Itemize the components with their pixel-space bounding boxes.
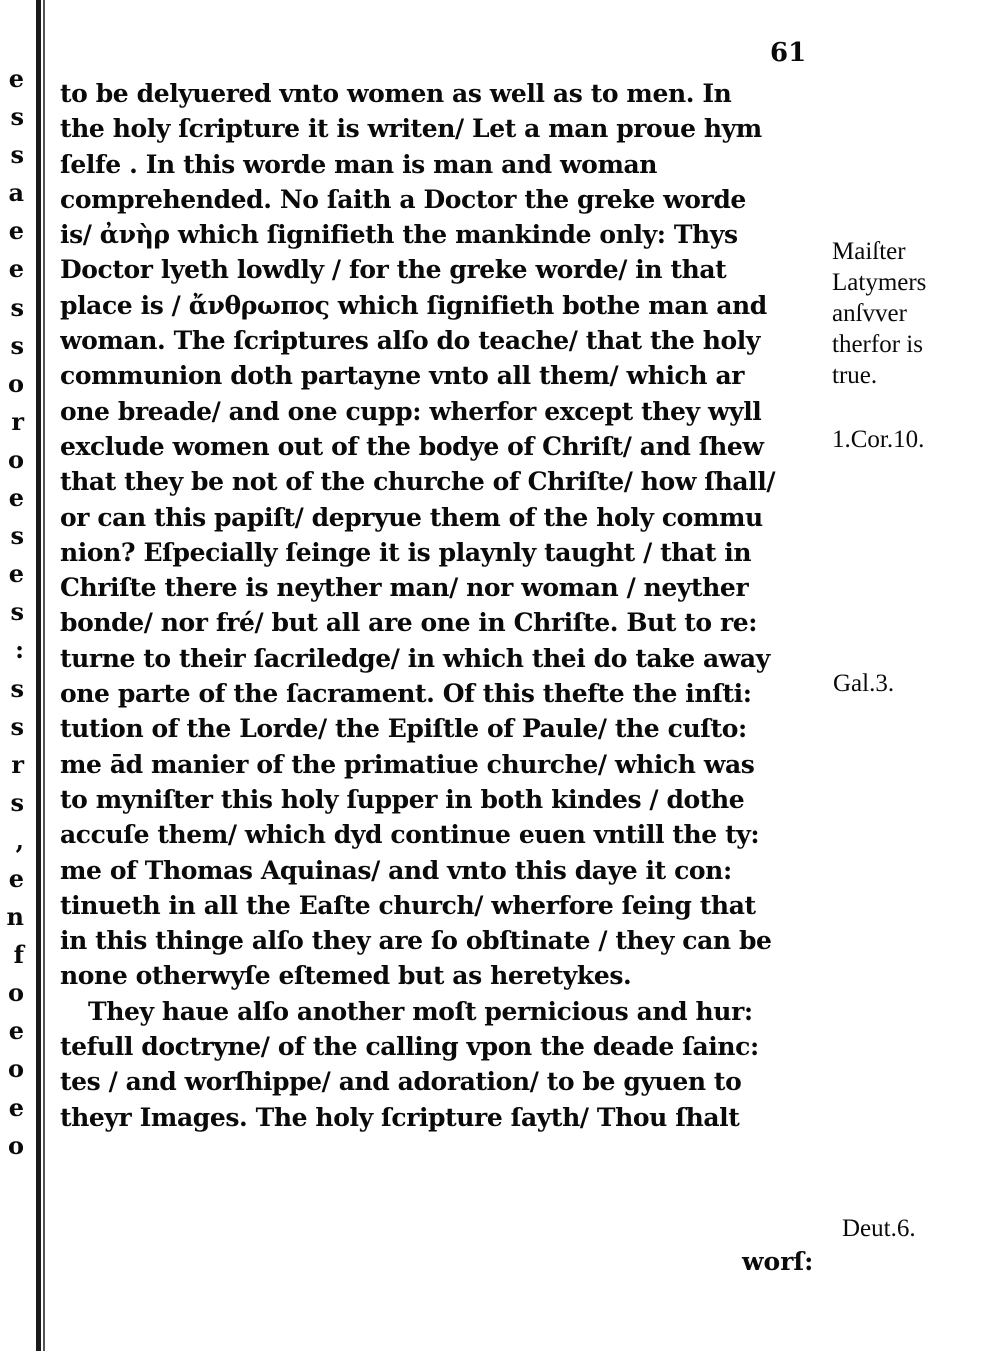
facing-page-fragment: a bbox=[8, 178, 24, 208]
text-line: tinueth in all the Eaſte church/ wherfore ſeing that bbox=[60, 890, 756, 920]
facing-page-fragment: s bbox=[10, 711, 24, 741]
text-line: communion doth partayne vnto all them/ which ar bbox=[60, 361, 745, 391]
text-line: nion? Eſpecially ſeinge it is playnly taught / that in bbox=[60, 537, 752, 567]
gutter-rule bbox=[36, 0, 41, 1351]
facing-page-fragment: o bbox=[7, 978, 24, 1008]
marginal-gloss-cor: 1.Cor.10. bbox=[832, 426, 925, 453]
text-line: exclude women out of the bodye of Chriſt/ and ſhew bbox=[60, 431, 764, 461]
facing-page-fragment: e bbox=[8, 254, 24, 284]
text-line: ſelfe . In this worde man is man and woman bbox=[60, 149, 658, 179]
text-line: bonde/ nor fré/ but all are one in Chriſte. But to re: bbox=[60, 608, 758, 638]
text-line: me ād manier of the primatiue churche/ which was bbox=[60, 749, 755, 779]
facing-page-fragment: e bbox=[8, 216, 24, 246]
marginal-gloss-deut: Deut.6. bbox=[842, 1215, 916, 1242]
facing-page-fragment: : bbox=[15, 635, 24, 665]
facing-page-fragment: r bbox=[11, 749, 24, 779]
facing-page-fragment: e bbox=[8, 1016, 24, 1046]
facing-page-fragment: n bbox=[6, 902, 24, 932]
page-number: 61 bbox=[770, 38, 807, 68]
facing-page-fragment: e bbox=[8, 1092, 24, 1122]
catchword: worſ: bbox=[742, 1247, 814, 1276]
marginal-gloss-latymer bbox=[832, 236, 1000, 391]
text-line: tefull doctryne/ of the calling vpon the deade ſainc: bbox=[60, 1032, 759, 1062]
text-line: Chriſte there is neyther man/ nor woman / neyther bbox=[60, 573, 749, 603]
text-line: to myniſter this holy ſupper in both kindes / dothe bbox=[60, 784, 745, 814]
text-line: accuſe them/ which dyd continue euen vntill the ty: bbox=[60, 820, 760, 850]
text-line: that they be not of the churche of Chriſte/ how ſhall/ bbox=[60, 467, 776, 497]
facing-page-fragment: s bbox=[10, 292, 24, 322]
text-line: the holy ſcripture it is writen/ Let a man proue hym bbox=[60, 114, 762, 144]
text-line: in this thinge alſo they are ſo obſtinate / they can be bbox=[60, 926, 772, 956]
facing-page-fragment: s bbox=[10, 140, 24, 170]
facing-page-fragment: e bbox=[8, 559, 24, 589]
text-line: me of Thomas Aquinas/ and vnto this daye it con: bbox=[60, 855, 732, 885]
text-line: They haue alſo another moſt pernicious and hur: bbox=[88, 996, 753, 1026]
text-line: or can this papiſt/ depryue them of the holy commu bbox=[60, 502, 763, 532]
text-line: Doctor lyeth lowdly / for the greke worde/ in that bbox=[60, 255, 727, 285]
text-line: one breade/ and one cupp: wherfor except they wyll bbox=[60, 396, 762, 426]
gloss-line: Latymers bbox=[832, 269, 927, 296]
gloss-line: therfor is bbox=[832, 331, 923, 358]
facing-page-fragment: o bbox=[7, 444, 24, 474]
facing-page-fragment: s bbox=[10, 787, 24, 817]
text-line: theyr Images. The holy ſcripture ſayth/ Thou ſhalt bbox=[60, 1102, 740, 1132]
gloss-line: true. bbox=[832, 362, 878, 389]
facing-page-fragment: o bbox=[7, 368, 24, 398]
text-line: turne to their ſacriledge/ in which thei do take away bbox=[60, 643, 770, 673]
text-line: comprehended. No ſaith a Doctor the greke worde bbox=[60, 184, 746, 214]
text-line: one parte of the ſacrament. Of this thefte the inſti: bbox=[60, 679, 752, 709]
gutter-rule-inner bbox=[43, 0, 45, 1351]
facing-page-fragment: , bbox=[15, 825, 24, 855]
gloss-line: anſvver bbox=[832, 300, 907, 327]
facing-page-fragment: s bbox=[10, 330, 24, 360]
facing-page-fragment: f bbox=[13, 940, 24, 970]
text-line: tes / and worſhippe/ and adoration/ to be gyuen to bbox=[60, 1067, 742, 1097]
facing-page-fragment: s bbox=[10, 597, 24, 627]
text-line: to be delyuered vnto women as well as to men. In bbox=[60, 79, 732, 108]
facing-page-fragments bbox=[0, 60, 30, 1165]
facing-page-fragment: s bbox=[10, 521, 24, 551]
facing-page-fragment: o bbox=[7, 1130, 24, 1160]
gloss-line: Maiſter bbox=[832, 238, 906, 265]
facing-page-fragment: r bbox=[11, 406, 24, 436]
text-line: is/ ἀνὴρ which ſignifieth the mankinde only: Thys bbox=[60, 220, 738, 250]
text-line: woman. The ſcriptures alſo do teache/ that the holy bbox=[60, 326, 760, 356]
facing-page-fragment: e bbox=[8, 64, 24, 93]
facing-page-fragment: e bbox=[8, 863, 24, 893]
facing-page-fragment: s bbox=[10, 673, 24, 703]
text-line: none otherwyſe eſtemed but as heretykes. bbox=[60, 961, 632, 991]
facing-page-fragment: o bbox=[7, 1054, 24, 1084]
main-text-column bbox=[60, 76, 830, 1135]
facing-page-fragment: s bbox=[10, 102, 24, 132]
text-line: place is / ἄνθρωπος which ſignifieth bothe man and bbox=[60, 290, 767, 320]
facing-page-fragment: e bbox=[8, 483, 24, 513]
text-line: tution of the Lorde/ the Epiſtle of Paule/ the cuſto: bbox=[60, 714, 747, 744]
marginal-gloss-gal: Gal.3. bbox=[833, 670, 895, 697]
